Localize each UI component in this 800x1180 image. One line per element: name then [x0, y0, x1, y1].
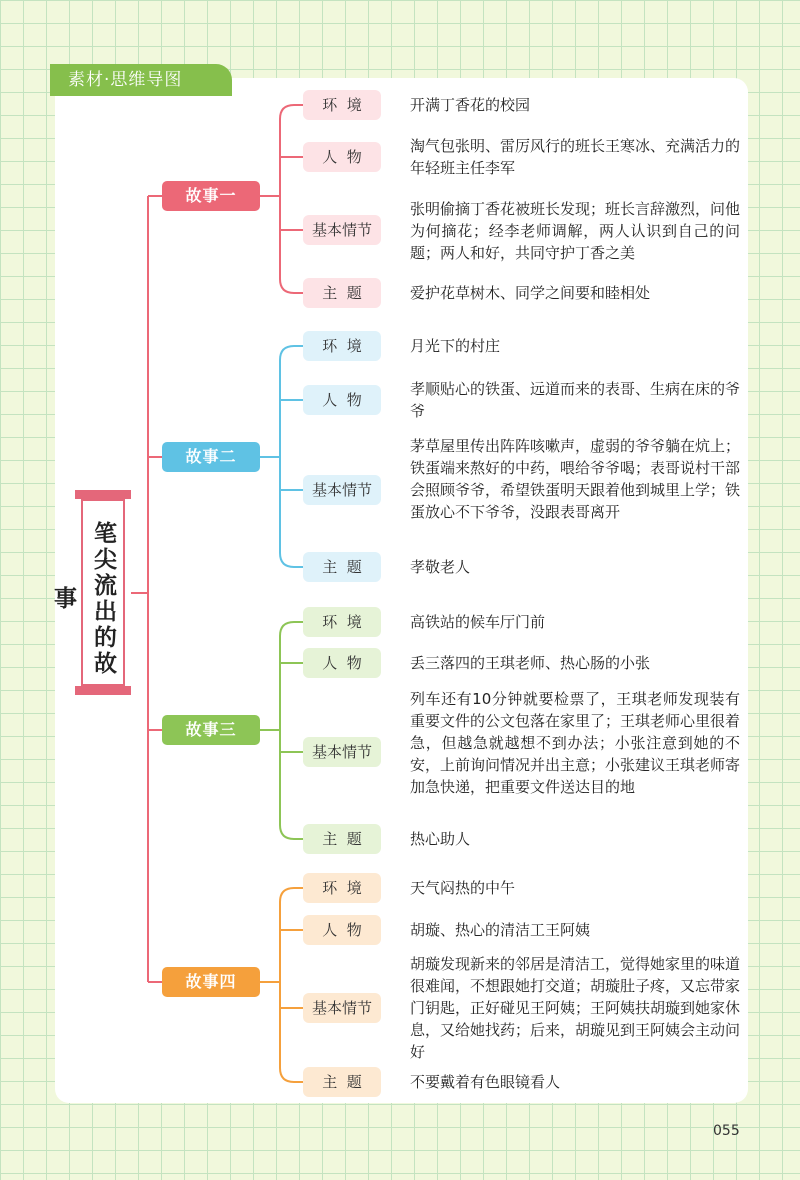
story-4-detail-characters: 胡璇、热心的清洁工王阿姨 — [410, 921, 591, 939]
story-3-label: 故事三 — [162, 715, 260, 745]
story-2-connectors — [260, 346, 303, 567]
story-2-detail-theme: 孝敬老人 — [410, 558, 471, 576]
central-title: 笔尖流出的故事 — [50, 520, 116, 677]
story-4-category-theme: 主 题 — [303, 1067, 381, 1097]
page-number: 055 — [713, 1123, 740, 1139]
story-3-connectors — [260, 622, 303, 839]
story-4-detail-theme: 不要戴着有色眼镜看人 — [410, 1073, 561, 1091]
section-header-tab: 素材·思维导图 — [50, 64, 232, 96]
story-2-detail-plot: 茅草屋里传出阵阵咳嗽声，虚弱的爷爷躺在炕上；铁蛋端来熬好的中药，喂给爷爷喝；表哥说村干部会照顾爷爷，希望铁蛋明天跟着他到城里上学；铁蛋放心不下爷爷，没跟表哥离开 — [410, 437, 741, 521]
story-1-category-plot: 基本情节 — [303, 215, 381, 245]
story-1-category-characters: 人 物 — [303, 142, 381, 172]
story-1-connectors — [260, 105, 303, 293]
story-3-detail-plot: 列车还有10分钟就要检票了，王琪老师发现装有重要文件的公文包落在家里了；王琪老师心里很着急，但越急就越想不到办法；小张注意到她的不安，上前询问情况并出主意；小张建议王琪老师寄加急快递，把重要文件送达目的地 — [410, 690, 741, 796]
title-box-frame — [50, 499, 125, 686]
story-3-category-setting: 环 境 — [303, 607, 381, 637]
story-2-detail-setting: 月光下的村庄 — [410, 337, 501, 355]
story-3-category-theme: 主 题 — [303, 824, 381, 854]
story-1-detail-theme: 爱护花草树木、同学之间要和睦相处 — [410, 284, 651, 302]
story-4-category-characters: 人 物 — [303, 915, 381, 945]
central-title-box — [50, 490, 131, 695]
story-3-detail-theme: 热心助人 — [410, 830, 471, 848]
story-1-label: 故事一 — [162, 181, 260, 211]
story-3-detail-characters: 丢三落四的王琪老师、热心肠的小张 — [410, 654, 651, 672]
story-3-detail-setting: 高铁站的候车厅门前 — [410, 613, 546, 631]
story-2-detail-characters: 孝顺贴心的铁蛋、远道而来的表哥、生病在床的爷爷 — [410, 380, 741, 420]
story-2-category-setting: 环 境 — [303, 331, 381, 361]
title-box-top-bar — [75, 490, 131, 499]
story-2-category-plot: 基本情节 — [303, 475, 381, 505]
story-2-label: 故事二 — [162, 442, 260, 472]
story-4-label: 故事四 — [162, 967, 260, 997]
story-1-category-setting: 环 境 — [303, 90, 381, 120]
story-1-detail-setting: 开满丁香花的校园 — [410, 96, 531, 114]
story-4-category-setting: 环 境 — [303, 873, 381, 903]
story-1-detail-characters: 淘气包张明、雷厉风行的班长王寒冰、充满活力的年轻班主任李军 — [410, 137, 741, 177]
story-4-category-plot: 基本情节 — [303, 993, 381, 1023]
story-4-connectors — [260, 888, 303, 1082]
title-box-bottom-bar — [75, 686, 131, 695]
story-4-detail-setting: 天气闷热的中午 — [410, 879, 516, 897]
story-1-category-theme: 主 题 — [303, 278, 381, 308]
story-1-detail-plot: 张明偷摘丁香花被班长发现；班长言辞激烈，问他为何摘花；经李老师调解，两人认识到自己的问题；两人和好，共同守护丁香之美 — [410, 200, 741, 262]
story-3-category-characters: 人 物 — [303, 648, 381, 678]
story-4-detail-plot: 胡璇发现新来的邻居是清洁工，觉得她家里的味道很难闻，不想跟她打交道；胡璇肚子疼，又忘带家门钥匙，正好碰见王阿姨；王阿姨扶胡璇到她家休息，又给她找药；后来，胡璇见到王阿姨会主动问好 — [410, 955, 741, 1061]
story-2-category-characters: 人 物 — [303, 385, 381, 415]
story-2-category-theme: 主 题 — [303, 552, 381, 582]
story-3-category-plot: 基本情节 — [303, 737, 381, 767]
